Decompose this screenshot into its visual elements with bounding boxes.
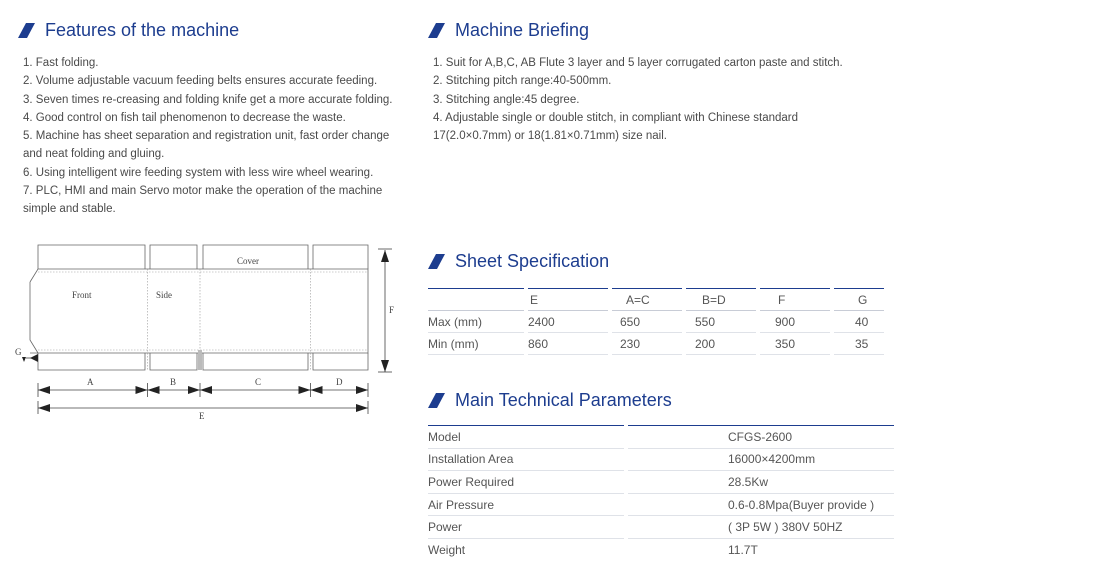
list-item: 17(2.0×0.7mm) or 18(1.81×0.71mm) size nail. xyxy=(433,130,667,143)
table-cell: 2400 xyxy=(528,311,608,333)
list-item: 2. Stitching pitch range:40-500mm. xyxy=(433,75,612,88)
param-value: ( 3P 5W ) 380V 50HZ xyxy=(628,516,894,539)
label-c: C xyxy=(255,377,262,387)
header-cell: A=C xyxy=(612,289,682,311)
list-item: 4. Adjustable single or double stitch, in compliant with Chinese standard xyxy=(433,111,799,124)
slot-mark xyxy=(198,350,202,370)
table-cell: Max (mm) xyxy=(428,311,524,333)
list-item: simple and stable. xyxy=(23,203,116,216)
list-item: 1. Suit for A,B,C, AB Flute 3 layer and 5 layer corrugated carton paste and stitch. xyxy=(433,57,843,69)
sheet-spec-heading xyxy=(428,251,609,272)
list-item: 6. Using intelligent wire feeding system with less wire wheel wearing. xyxy=(23,166,374,179)
slash-icon xyxy=(428,393,445,408)
header-cell: F xyxy=(760,289,830,311)
list-item: and neat folding and gluing. xyxy=(23,148,165,161)
header-cell: G xyxy=(834,289,884,311)
label-b: B xyxy=(170,377,177,387)
header-cell xyxy=(428,289,524,311)
table-row xyxy=(428,493,894,516)
param-value: 0.6-0.8Mpa(Buyer provide ) xyxy=(628,493,894,516)
table-cell: 230 xyxy=(612,333,682,355)
table-cell: 550 xyxy=(686,311,756,333)
param-label: Model xyxy=(428,426,624,449)
table-row xyxy=(428,311,884,333)
param-label: Weight xyxy=(428,542,466,557)
g-arrow-icon xyxy=(22,357,26,362)
label-f: F xyxy=(389,305,395,315)
carton-sheet-diagram xyxy=(10,240,400,430)
table-header-row xyxy=(428,289,884,311)
table-row xyxy=(428,471,894,494)
header-cell: E xyxy=(528,289,608,311)
list-item: 3. Stitching angle:45 degree. xyxy=(433,93,580,106)
list-item: 7. PLC, HMI and main Servo motor make the operation of the machine xyxy=(23,185,383,198)
param-label: Installation Area xyxy=(428,448,624,471)
features-heading xyxy=(18,20,239,41)
param-value: 11.7T xyxy=(728,542,758,557)
table-row xyxy=(428,538,894,560)
params-table xyxy=(428,425,894,561)
sheet-spec-title: Sheet Specification xyxy=(455,251,610,271)
list-item: 3. Seven times re-creasing and folding knife get a more accurate folding. xyxy=(23,93,393,106)
sheet-spec-table xyxy=(428,288,884,355)
param-value: 28.5Kw xyxy=(628,471,894,494)
label-front: Front xyxy=(72,290,92,300)
glue-tab xyxy=(30,282,38,353)
body-outline xyxy=(30,269,368,353)
header-cell: B=D xyxy=(686,289,756,311)
param-value: 16000×4200mm xyxy=(628,448,894,471)
flap-outline-top xyxy=(38,245,368,269)
list-item: 5. Machine has sheet separation and registration unit, fast order change xyxy=(23,130,390,143)
list-item: 2. Volume adjustable vacuum feeding belts ensures accurate feeding. xyxy=(23,75,378,88)
label-cover: Cover xyxy=(237,256,259,266)
briefing-title: Machine Briefing xyxy=(455,20,590,40)
label-a: A xyxy=(87,377,94,387)
table-cell: 40 xyxy=(834,311,884,333)
param-label: Air Pressure xyxy=(428,493,624,516)
param-label: Power Required xyxy=(428,471,624,494)
label-side: Side xyxy=(156,290,173,300)
table-cell: 35 xyxy=(834,333,884,355)
table-cell: 900 xyxy=(760,311,830,333)
label-g: G xyxy=(15,347,22,357)
briefing-heading xyxy=(428,20,589,41)
table-row xyxy=(428,516,894,539)
features-title: Features of the machine xyxy=(45,20,240,40)
param-label: Power xyxy=(428,516,624,539)
slash-icon xyxy=(428,23,445,38)
table-cell: 350 xyxy=(760,333,830,355)
table-cell: Min (mm) xyxy=(428,333,524,355)
slash-icon xyxy=(428,254,445,269)
param-value: CFGS-2600 xyxy=(628,426,894,449)
params-title: Main Technical Parameters xyxy=(455,390,672,410)
features-list xyxy=(23,54,392,219)
list-item: 1. Fast folding. xyxy=(23,57,99,69)
table-row xyxy=(428,426,894,449)
table-cell: 200 xyxy=(686,333,756,355)
table-cell: 860 xyxy=(528,333,608,355)
briefing-list xyxy=(433,54,843,145)
label-d: D xyxy=(336,377,343,387)
slash-icon xyxy=(18,23,35,38)
table-cell: 650 xyxy=(612,311,682,333)
list-item: 4. Good control on fish tail phenomenon to decrease the waste. xyxy=(23,111,346,124)
label-e: E xyxy=(199,411,205,421)
params-heading xyxy=(428,390,672,411)
table-row xyxy=(428,333,884,355)
flap-outline-bottom xyxy=(38,353,368,370)
table-row xyxy=(428,448,894,471)
